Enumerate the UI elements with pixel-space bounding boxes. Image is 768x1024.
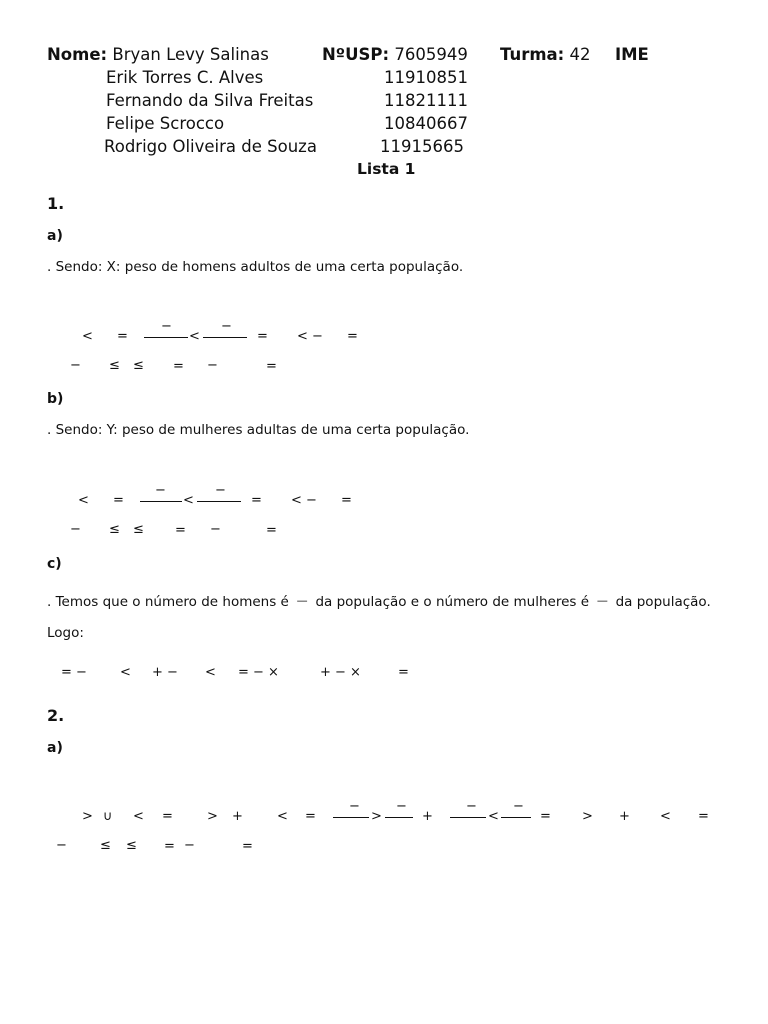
q1b-fraction-bar-1 [140,501,182,502]
q1b-eq2-sym-6: = [266,523,277,538]
q2a-fraction-bar-2 [385,817,413,818]
q1a-eq1-sym-5: − [221,319,232,334]
nusp-group [322,45,468,64]
q1c-eq-sym-2: < [120,665,131,680]
q1b-eq1-sym-1: < [78,493,89,508]
q2a-eq1-sym-11: − [396,799,407,814]
q1b-eq1-sym-6: = [251,493,262,508]
q1b-eq1-sym-4: < [183,493,194,508]
q1b-eq1-sym-3: − [155,483,166,498]
q2a-eq1-sym-4: = [162,809,173,824]
member-name-3: Fernando da Silva Freitas [106,91,314,110]
q1b-eq1-sym-7: < − [291,493,317,508]
q1c-eq-sym-1: = − [61,665,87,680]
question-1-number: 1. [47,194,65,213]
q2a-fraction-bar-3 [450,817,486,818]
q2a-eq1-sym-2: ∪ [103,809,113,824]
q1a-eq1-sym-2: = [117,329,128,344]
q1a-fraction-bar-1 [144,337,188,338]
q1b-fraction-bar-2 [197,501,241,502]
q1a-text: . Sendo: X: peso de homens adultos de uma certa população. [47,259,464,275]
q1c-text-b: da população e o número de mulheres é [315,594,590,610]
q2a-eq1-sym-9: − [349,799,360,814]
q2a-eq1-sym-14: < [488,809,499,824]
q1b-eq2-sym-5: − [210,522,221,537]
turma-value: 42 [569,45,591,64]
q2a-label: a) [47,740,63,756]
q2a-fraction-bar-4 [501,817,531,818]
q2a-eq1-sym-19: < [660,809,671,824]
q2a-eq1-sym-18: + [619,809,630,824]
q1a-eq1-sym-7: < − [297,329,323,344]
q2a-eq2-sym-1: − [56,838,67,853]
q1c-eq-sym-5: = − × [238,665,279,680]
q2a-eq1-sym-3: < [133,809,144,824]
q1c-eq-sym-6: + − × [320,665,361,680]
q1a-eq1-sym-1: < [82,329,93,344]
q1b-eq2-sym-1: − [70,522,81,537]
member-nusp-2: 11910851 [384,68,468,87]
q1c-text-line [47,594,711,610]
q1a-eq2-sym-5: − [207,358,218,373]
q2a-eq2-sym-6: = [242,839,253,854]
q1c-text-a: . Temos que o número de homens é [47,594,289,610]
page-title: Lista 1 [357,160,416,178]
q1c-eq-sym-3: + − [152,665,178,680]
q2a-eq1-sym-7: < [277,809,288,824]
q1a-eq1-sym-6: = [257,329,268,344]
q1b-eq2-sym-3: ≤ [133,522,144,537]
member-name-2: Erik Torres C. Alves [106,68,264,87]
q1b-eq1-sym-5: − [215,483,226,498]
q1a-eq1-sym-8: = [347,329,358,344]
nusp-label: NºUSP: [322,45,390,64]
question-2-number: 2. [47,706,65,725]
q1a-eq2-sym-6: = [266,359,277,374]
q2a-eq1-sym-12: + [422,809,433,824]
q2a-eq1-sym-15: − [513,799,524,814]
q2a-eq1-sym-20: = [698,809,709,824]
q1c-text-c: da população. [615,594,711,610]
member-nusp-3: 11821111 [384,91,468,110]
q2a-eq1-sym-10: > [371,809,382,824]
member-nusp-5: 11915665 [380,137,464,156]
q1a-label: a) [47,228,63,244]
q2a-eq2-sym-5: − [184,838,195,853]
q1b-text: . Sendo: Y: peso de mulheres adultas de uma certa população. [47,422,470,438]
q2a-eq1-sym-16: = [540,809,551,824]
q1b-label: b) [47,391,64,407]
q1c-fraction-1: — [296,594,308,607]
q2a-eq1-sym-17: > [582,809,593,824]
q2a-eq1-sym-13: − [466,799,477,814]
q1c-eq-sym-4: < [205,665,216,680]
q2a-eq1-sym-5: > [207,809,218,824]
q1a-eq2-sym-2: ≤ [109,358,120,373]
nome-label: Nome: [47,45,108,64]
q2a-eq1-sym-1: > [82,809,93,824]
q1a-fraction-bar-2 [203,337,247,338]
turma-label: Turma: [500,45,565,64]
header-row-1 [47,45,269,64]
q1c-logo: Logo: [47,625,84,641]
q2a-fraction-bar-1 [333,817,369,818]
q1a-eq2-sym-4: = [173,359,184,374]
q1b-eq1-sym-8: = [341,493,352,508]
member-nusp-1: 7605949 [394,45,468,64]
q1a-eq1-sym-4: < [189,329,200,344]
q2a-eq2-sym-3: ≤ [126,838,137,853]
institute: IME [615,45,649,64]
q1c-eq-sym-7: = [398,665,409,680]
q1a-eq2-sym-1: − [70,358,81,373]
member-nusp-4: 10840667 [384,114,468,133]
turma-group [500,45,591,64]
member-name-5: Rodrigo Oliveira de Souza [104,137,317,156]
q2a-eq2-sym-2: ≤ [100,838,111,853]
q1c-fraction-2: — [596,594,608,607]
q2a-eq1-sym-8: = [305,809,316,824]
member-name-1: Bryan Levy Salinas [112,45,269,64]
q1b-eq1-sym-2: = [113,493,124,508]
member-name-4: Felipe Scrocco [106,114,225,133]
q2a-eq1-sym-6: + [232,809,243,824]
q1c-label: c) [47,556,62,572]
q1b-eq2-sym-4: = [175,523,186,538]
q2a-eq2-sym-4: = [164,839,175,854]
q1b-eq2-sym-2: ≤ [109,522,120,537]
q1a-eq1-sym-3: − [161,319,172,334]
q1a-eq2-sym-3: ≤ [133,358,144,373]
